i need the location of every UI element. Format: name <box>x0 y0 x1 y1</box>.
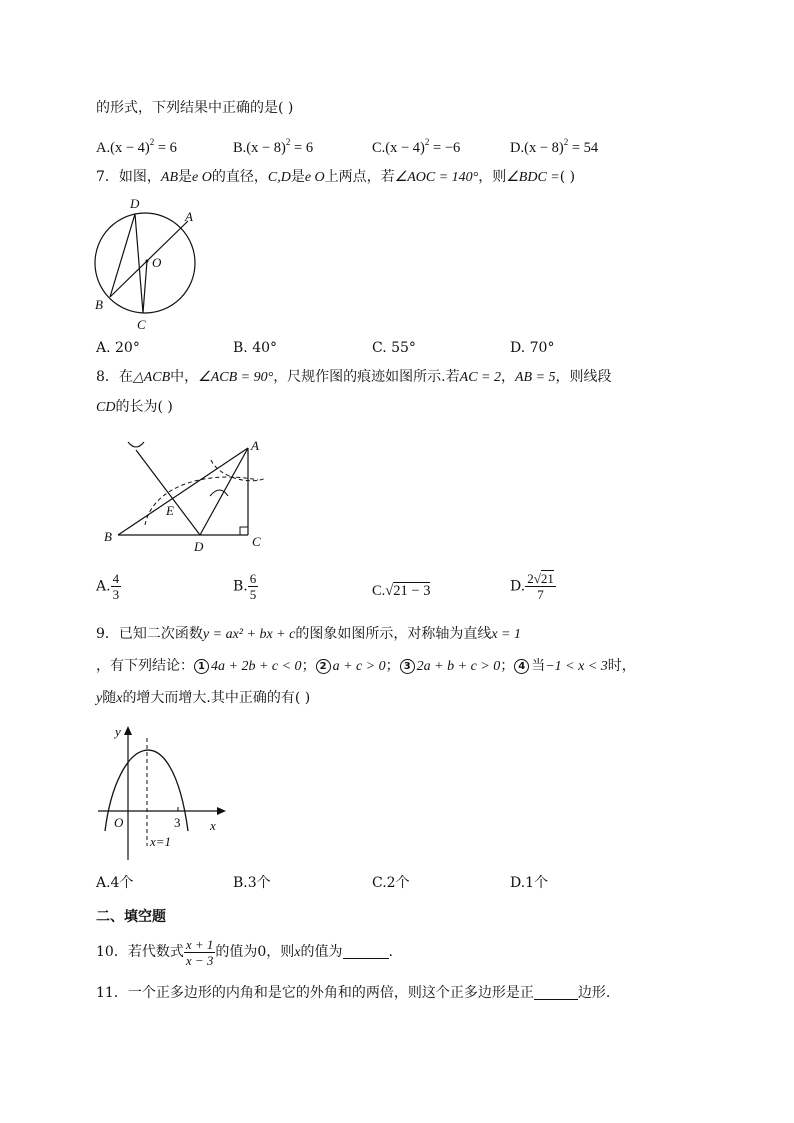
q7-option-a[interactable]: A. 20° <box>96 340 140 356</box>
question-9-stem-line3: y随x的增大而增大.其中正确的有( ) <box>96 690 311 706</box>
label-3: 3 <box>174 815 181 830</box>
x-axis-arrow <box>217 807 226 815</box>
label-e: E <box>166 503 174 518</box>
question-9-stem-line2: ，有下列结论： 1 4a + 2b + c < 0； 2 a + c > 0； 3 2a + b + c > 0； 4 当−1 < x < 3时， <box>96 658 636 674</box>
label-a: A <box>251 438 259 453</box>
question-7-stem: 7．如图，AB是e O的直径，C,D是e O上两点，若∠AOC = 140°，则∠BDC =( ) <box>96 169 576 185</box>
question-11: 11．一个正多边形的内角和是它的外角和的两倍，则这个正多边形是正 边形. <box>96 985 611 1001</box>
q8-option-b[interactable]: B. $\frac{6}{5}$ <box>233 571 257 602</box>
q7-option-c[interactable]: C. 55° <box>372 340 416 356</box>
arc-mark-top <box>128 442 144 447</box>
question-8-stem-line1: 8．在△ACB中，∠ACB = 90°，尺规作图的痕迹如图所示.若AC = 2，AB = 5，则线段 <box>96 369 612 385</box>
center-dot <box>146 260 149 263</box>
answer-blank[interactable] <box>534 985 578 1000</box>
right-angle-mark <box>240 527 248 535</box>
q9-parabola-figure <box>92 716 232 866</box>
fraction: $\frac{4}{3}$ <box>112 571 120 602</box>
q9-option-b[interactable]: B.3个 <box>233 875 271 891</box>
q7-circle-figure <box>88 193 208 335</box>
q6-option-a[interactable]: $A.(x - 4)^2 = 6$ <box>96 137 177 156</box>
q9-option-d[interactable]: D.1个 <box>510 875 549 891</box>
label-d: D <box>130 196 140 211</box>
chord-dc <box>135 214 143 313</box>
q6-option-c[interactable]: $C.(x - 4)^2 = -6$ <box>372 137 461 156</box>
y-axis-arrow <box>124 726 132 735</box>
label-a: A <box>185 209 193 224</box>
q9-option-c[interactable]: C.2个 <box>372 875 410 891</box>
section-heading: 二、填空题 <box>96 909 166 925</box>
label-y: y <box>115 724 121 739</box>
q9-option-a[interactable]: A.4个 <box>96 875 134 891</box>
q7-option-d[interactable]: D. 70° <box>510 340 555 356</box>
label-o: O <box>114 815 124 830</box>
label-d: D <box>194 539 204 554</box>
arc-mark-mid <box>210 490 228 496</box>
label-x: x <box>210 818 216 833</box>
q8-construction-figure <box>98 430 278 555</box>
q7-option-b[interactable]: B. 40° <box>233 340 278 356</box>
label-b: B <box>104 529 112 544</box>
radius-oc <box>143 261 147 313</box>
q8-option-a[interactable]: A. $\frac{4}{3}$ <box>96 571 120 602</box>
side-ba <box>118 448 248 535</box>
label-b: B <box>95 297 103 312</box>
fraction: $\frac{6}{5}$ <box>249 571 257 602</box>
question-9-stem-line1: 9．已知二次函数y = ax² + bx + c的图象如图所示，对称轴为直线x = 1 <box>96 626 521 642</box>
label-axis: x=1 <box>150 834 172 849</box>
q8-option-d[interactable]: D. $\frac{2√21}{7}$ <box>510 571 554 602</box>
question-8-stem-line2: CD的长为( ) <box>96 399 173 415</box>
label-c: C <box>137 317 146 332</box>
label-c: C <box>252 534 261 549</box>
question-10: 10．若代数式 $\frac{x + 1}{x - 3}$ 的值为0，则x的值为 . <box>96 936 393 968</box>
sqrt-sign: √ <box>385 583 394 599</box>
answer-blank[interactable] <box>343 944 389 959</box>
q8-option-c[interactable]: C.√21 − 3 <box>372 583 431 599</box>
fraction: $\frac{2√21}{7}$ <box>527 571 554 602</box>
q6-option-b[interactable]: $B.(x - 8)^2 = 6$ <box>233 137 314 156</box>
fraction: $\frac{x + 1}{x - 3}$ <box>185 936 214 968</box>
question-6-stem-end: 的形式，下列结果中正确的是( ) <box>96 100 294 116</box>
label-o: O <box>152 255 162 270</box>
q6-option-d[interactable]: $D.(x - 8)^2 = 54$ <box>510 137 599 156</box>
